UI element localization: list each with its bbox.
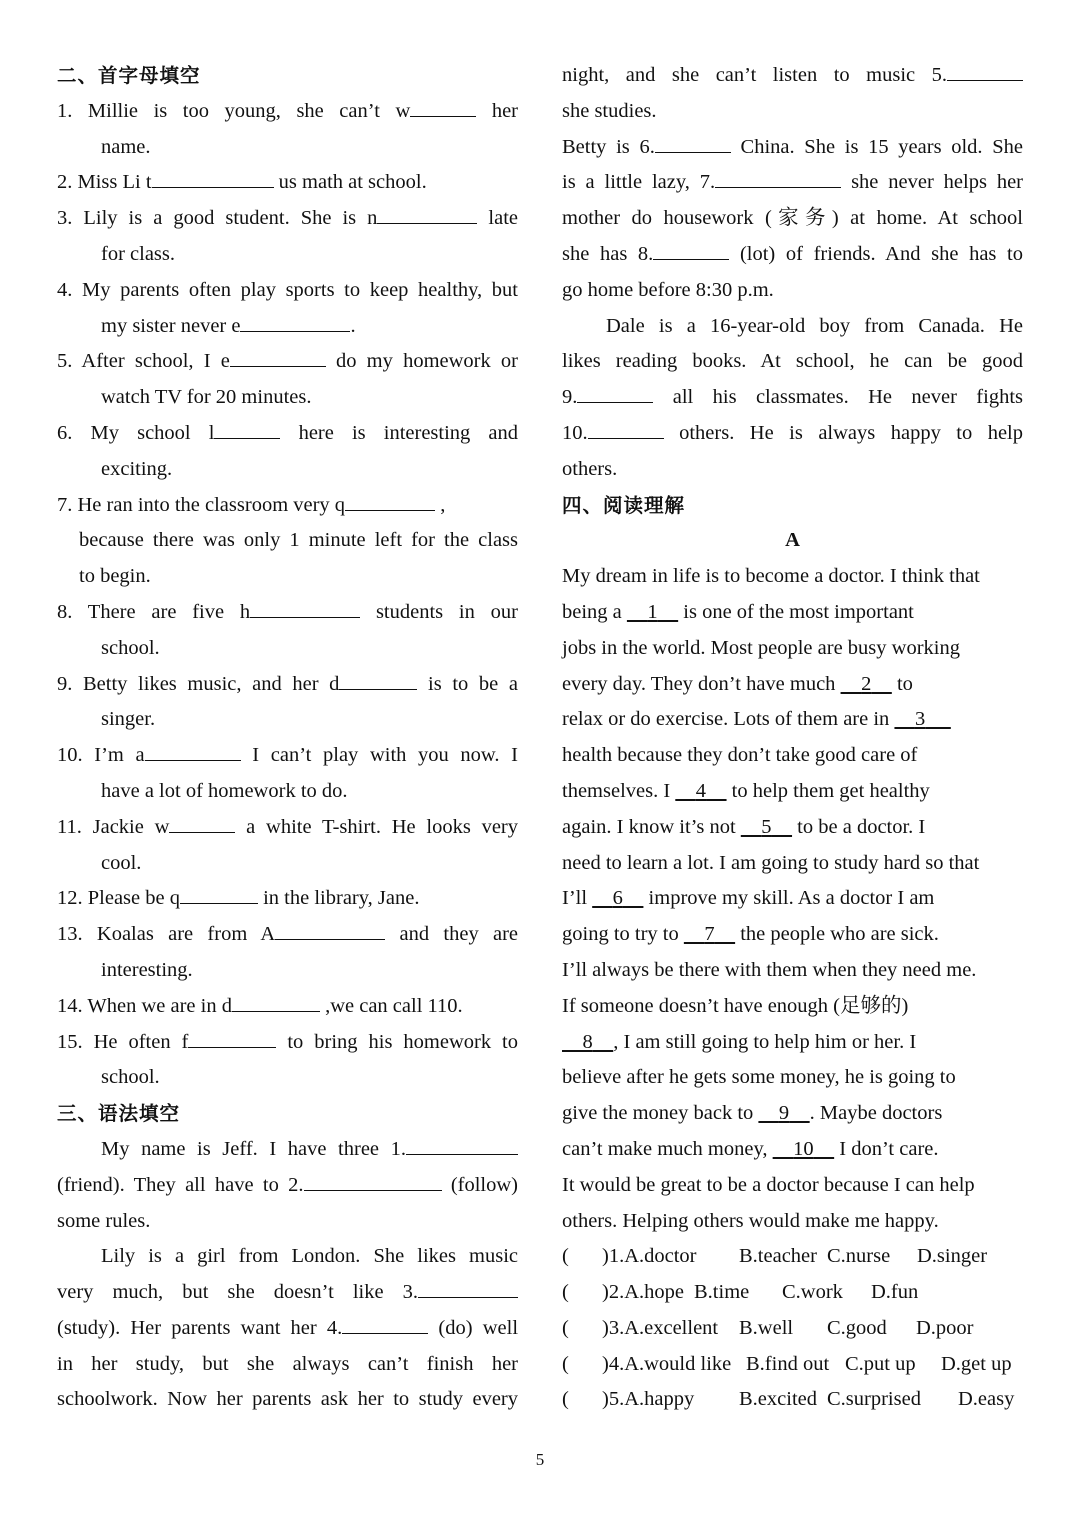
blank[interactable]: [339, 671, 417, 690]
grammar-paragraph-2: Lily is a girl from London. She likes music very much, but she doesn’t like 3. (study). Her parents want her 4. (do) well in her study, but she always can’t finish her schoolwork. Now her parents ask her to study every: [57, 1245, 519, 1411]
option-row-2: ( )2.A.hope B.time C.work D.fun: [562, 1281, 919, 1304]
cloze-blank-5: 5: [761, 815, 772, 838]
blank[interactable]: [240, 313, 350, 332]
grammar-paragraph-3: Betty is 6. China. She is 15 years old. She is a little lazy, 7. she never helps her mother do housework (家务) at home. At school she has 8. (lot) of friends. And she has to go home before 8:30 p.m.: [562, 135, 1023, 301]
blank[interactable]: [418, 1279, 518, 1298]
blank[interactable]: [715, 169, 841, 188]
question-2: 2. Miss Li t us math at school.: [57, 171, 427, 194]
question-15: 15. He often f to bring his homework to school.: [57, 1030, 518, 1089]
left-column: [57, 58, 518, 1418]
grammar-paragraph-4: Dale is a 16-year-old boy from Canada. He likes reading books. At school, he can be good 9. all his classmates. He never fights 10. others. He is always happy to help others.: [562, 314, 1024, 480]
question-10: 10. I’m a I can’t play with you now. I have a lot of homework to do.: [57, 744, 519, 802]
blank[interactable]: [345, 492, 435, 511]
blank[interactable]: [410, 98, 476, 117]
blank[interactable]: [577, 384, 653, 403]
blank[interactable]: [145, 742, 241, 761]
blank[interactable]: [230, 348, 326, 367]
cloze-blank-4: 4: [695, 779, 707, 802]
blank[interactable]: [169, 814, 235, 833]
blank[interactable]: [152, 169, 274, 188]
question-4: 4. My parents often play sports to keep healthy, but my sister never e .: [57, 278, 518, 337]
section-3-title: 三、语法填空: [57, 1102, 181, 1126]
cloze-blank-9: 9: [778, 1102, 790, 1125]
question-12: 12. Please be q in the library, Jane.: [57, 887, 420, 910]
blank[interactable]: [377, 205, 477, 224]
cloze-blank-1: 1: [647, 600, 658, 623]
question-9: 9. Betty likes music, and her d is to be a singer.: [57, 672, 519, 731]
cloze-blank-6: 6: [612, 887, 623, 910]
cloze-blank-8: 8: [582, 1030, 593, 1053]
blank[interactable]: [250, 599, 360, 618]
blank[interactable]: [342, 1315, 428, 1334]
blank[interactable]: [275, 921, 385, 940]
blank[interactable]: [180, 885, 258, 904]
question-5: 5. After school, I e do my homework or watch TV for 20 minutes.: [57, 350, 518, 409]
question-6: 6. My school l here is interesting and exciting.: [57, 421, 518, 480]
cloze-blank-3: 3: [914, 708, 926, 731]
passage-label: A: [785, 529, 800, 552]
cloze-blank-7: 7: [704, 923, 715, 946]
grammar-paragraph-1: My name is Jeff. I have three 1. (friend). They all have to 2. (follow) some rules.: [57, 1137, 518, 1232]
blank[interactable]: [653, 241, 729, 260]
page-number: 5: [535, 1450, 545, 1469]
question-1: 1. Millie is too young, she can’t w her name.: [57, 99, 518, 158]
section-4-title: 四、阅读理解: [562, 493, 686, 517]
blank[interactable]: [188, 1029, 276, 1048]
cloze-blank-10: 10: [793, 1137, 814, 1160]
blank[interactable]: [214, 420, 280, 439]
question-14: 14. When we are in d ,we can call 110.: [57, 994, 463, 1017]
question-3: 3. Lily is a good student. She is n late for class.: [57, 207, 519, 265]
option-row-1: ( )1.A.doctor B.teacher C.nurse D.singer: [562, 1245, 988, 1268]
question-8: 8. There are five h students in our school.: [57, 600, 518, 659]
blank[interactable]: [304, 1172, 442, 1191]
question-7: 7. He ran into the classroom very q , because there was only 1 minute left for the class to begin.: [57, 493, 518, 588]
blank[interactable]: [232, 993, 320, 1012]
right-column: [562, 58, 1023, 1418]
blank[interactable]: [655, 134, 731, 153]
blank[interactable]: [947, 62, 1023, 81]
section-2-title: 二、首字母填空: [57, 64, 201, 87]
option-row-5: ( )5.A.happy B.excited C.surprised D.easy: [562, 1388, 1015, 1411]
answer-options: [562, 1239, 1023, 1418]
option-row-3: ( )3.A.excellent B.well C.good D.poor: [562, 1316, 974, 1339]
reading-passage: My dream in life is to become a doctor. I think that being a 1 is one of the most important jobs in the world. Most people are busy working every day. They don’t have much 2 to relax or do exercise. Lots of them are in 3 health because they don’t take good care of themselves. I 4 to help them get healthy again. I know it’s not 5 to be a doctor. I need to learn a lot. I am going to study hard so that I’ll 6 improve my skill. As a doctor I am going to try to 7 the people who are sick. I’ll always be there with them when they need me. If someone doesn’t have enough (足够的) 8 , I am still going to help him or her. I believe after he gets some money, he is going to give the money back to 9 . Maybe doctors can’t make much money, 10 I don’t care. It would be great to be a doctor because I can help others. Helping others would make me happy.: [562, 565, 980, 1232]
question-13: 13. Koalas are from A and they are interesting.: [57, 923, 518, 981]
option-row-4: ( )4.A.would like B.find out C.put up D.get up: [562, 1352, 1012, 1375]
blank[interactable]: [588, 420, 664, 439]
blank[interactable]: [406, 1136, 518, 1155]
grammar-paragraph-2-continued: night, and she can’t listen to music 5. she studies.: [562, 58, 1023, 130]
cloze-blank-2: 2: [861, 672, 872, 695]
question-11: 11. Jackie w a white T-shirt. He looks very cool.: [57, 815, 519, 874]
